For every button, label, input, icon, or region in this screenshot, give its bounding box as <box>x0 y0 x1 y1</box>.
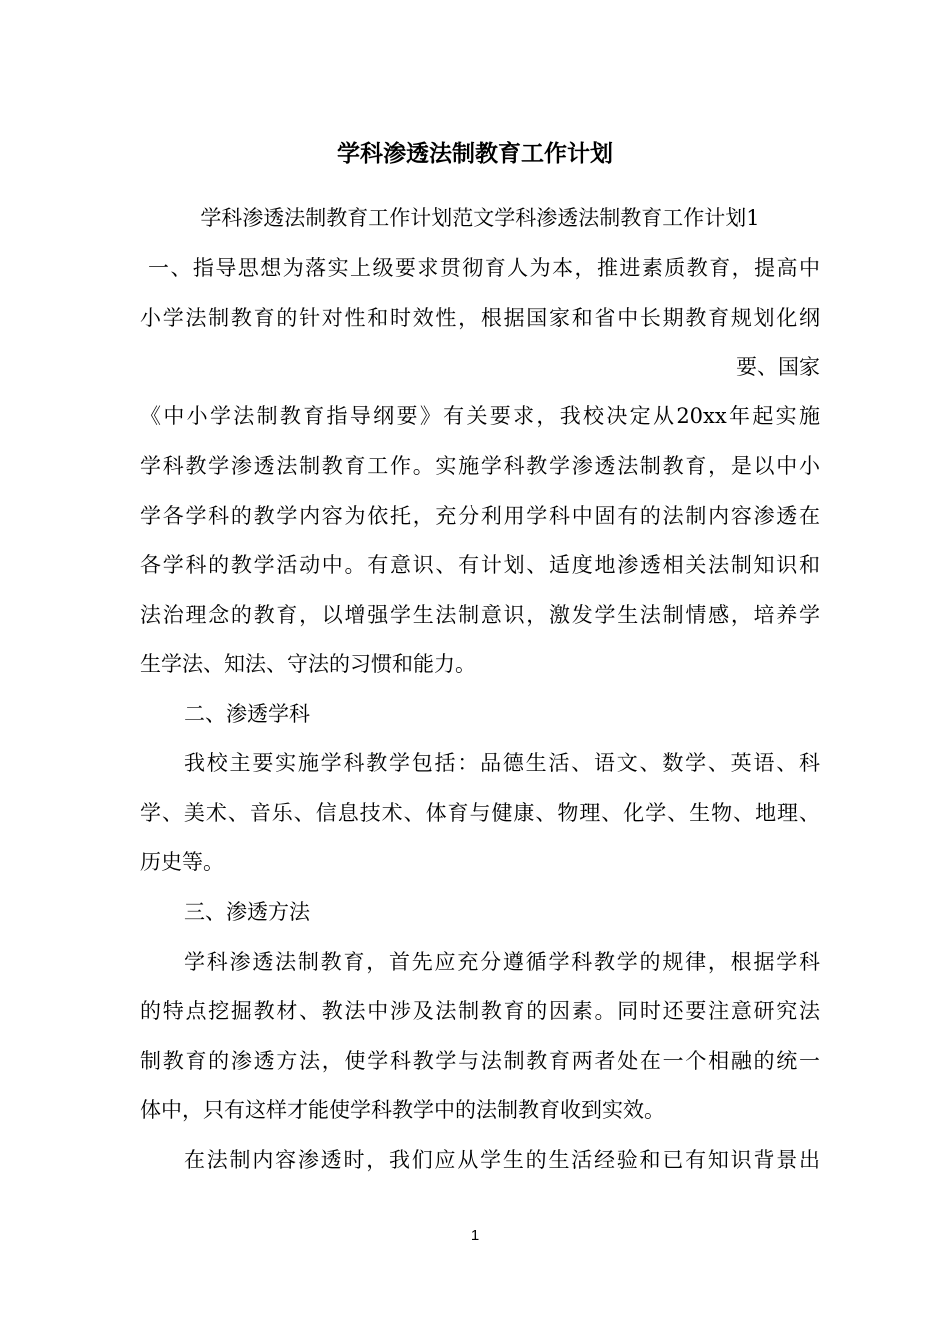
body-line: 各学科的教学活动中。有意识、有计划、适度地渗透相关法制知识和 <box>140 553 820 577</box>
body-line: 制教育的渗透方法，使学科教学与法制教育两者处在一个相融的统一 <box>140 1049 820 1073</box>
document-title: 学科渗透法制教育工作计划 <box>337 141 613 167</box>
body-line: 学科教学渗透法制教育工作。实施学科教学渗透法制教育，是以中小 <box>140 454 820 478</box>
body-line: 生学法、知法、守法的习惯和能力。 <box>140 652 476 676</box>
body-line: 要、国家 <box>736 355 820 379</box>
body-line: 的特点挖掘教材、教法中涉及法制教育的因素。同时还要注意研究法 <box>140 999 820 1023</box>
body-line: 在法制内容渗透时，我们应从学生的生活经验和已有知识背景出 <box>184 1148 820 1172</box>
body-line: 一、指导思想为落实上级要求贯彻育人为本，推进素质教育，提高中 <box>148 256 820 280</box>
body-line: 体中，只有这样才能使学科教学中的法制教育收到实效。 <box>140 1098 665 1122</box>
section-heading: 二、渗透学科 <box>184 702 310 726</box>
body-line: 学科渗透法制教育，首先应充分遵循学科教学的规律，根据学科 <box>184 950 820 974</box>
body-line: 历史等。 <box>140 850 224 874</box>
section-heading: 三、渗透方法 <box>184 900 310 924</box>
body-line: 我校主要实施学科教学包括：品德生活、语文、数学、英语、科 <box>184 751 820 775</box>
body-line: 学科渗透法制教育工作计划范文学科渗透法制教育工作计划1 <box>200 206 760 230</box>
body-line: 《中小学法制教育指导纲要》有关要求，我校决定从20xx年起实施 <box>140 404 820 428</box>
body-line: 法治理念的教育，以增强学生法制意识，激发学生法制情感，培养学 <box>140 603 820 627</box>
body-line: 学各学科的教学内容为依托，充分利用学科中固有的法制内容渗透在 <box>140 504 820 528</box>
body-line: 小学法制教育的针对性和时效性，根据国家和省中长期教育规划化纲 <box>140 306 820 330</box>
page-number: 1 <box>470 1227 480 1244</box>
body-line: 学、美术、音乐、信息技术、体育与健康、物理、化学、生物、地理、 <box>140 801 820 825</box>
